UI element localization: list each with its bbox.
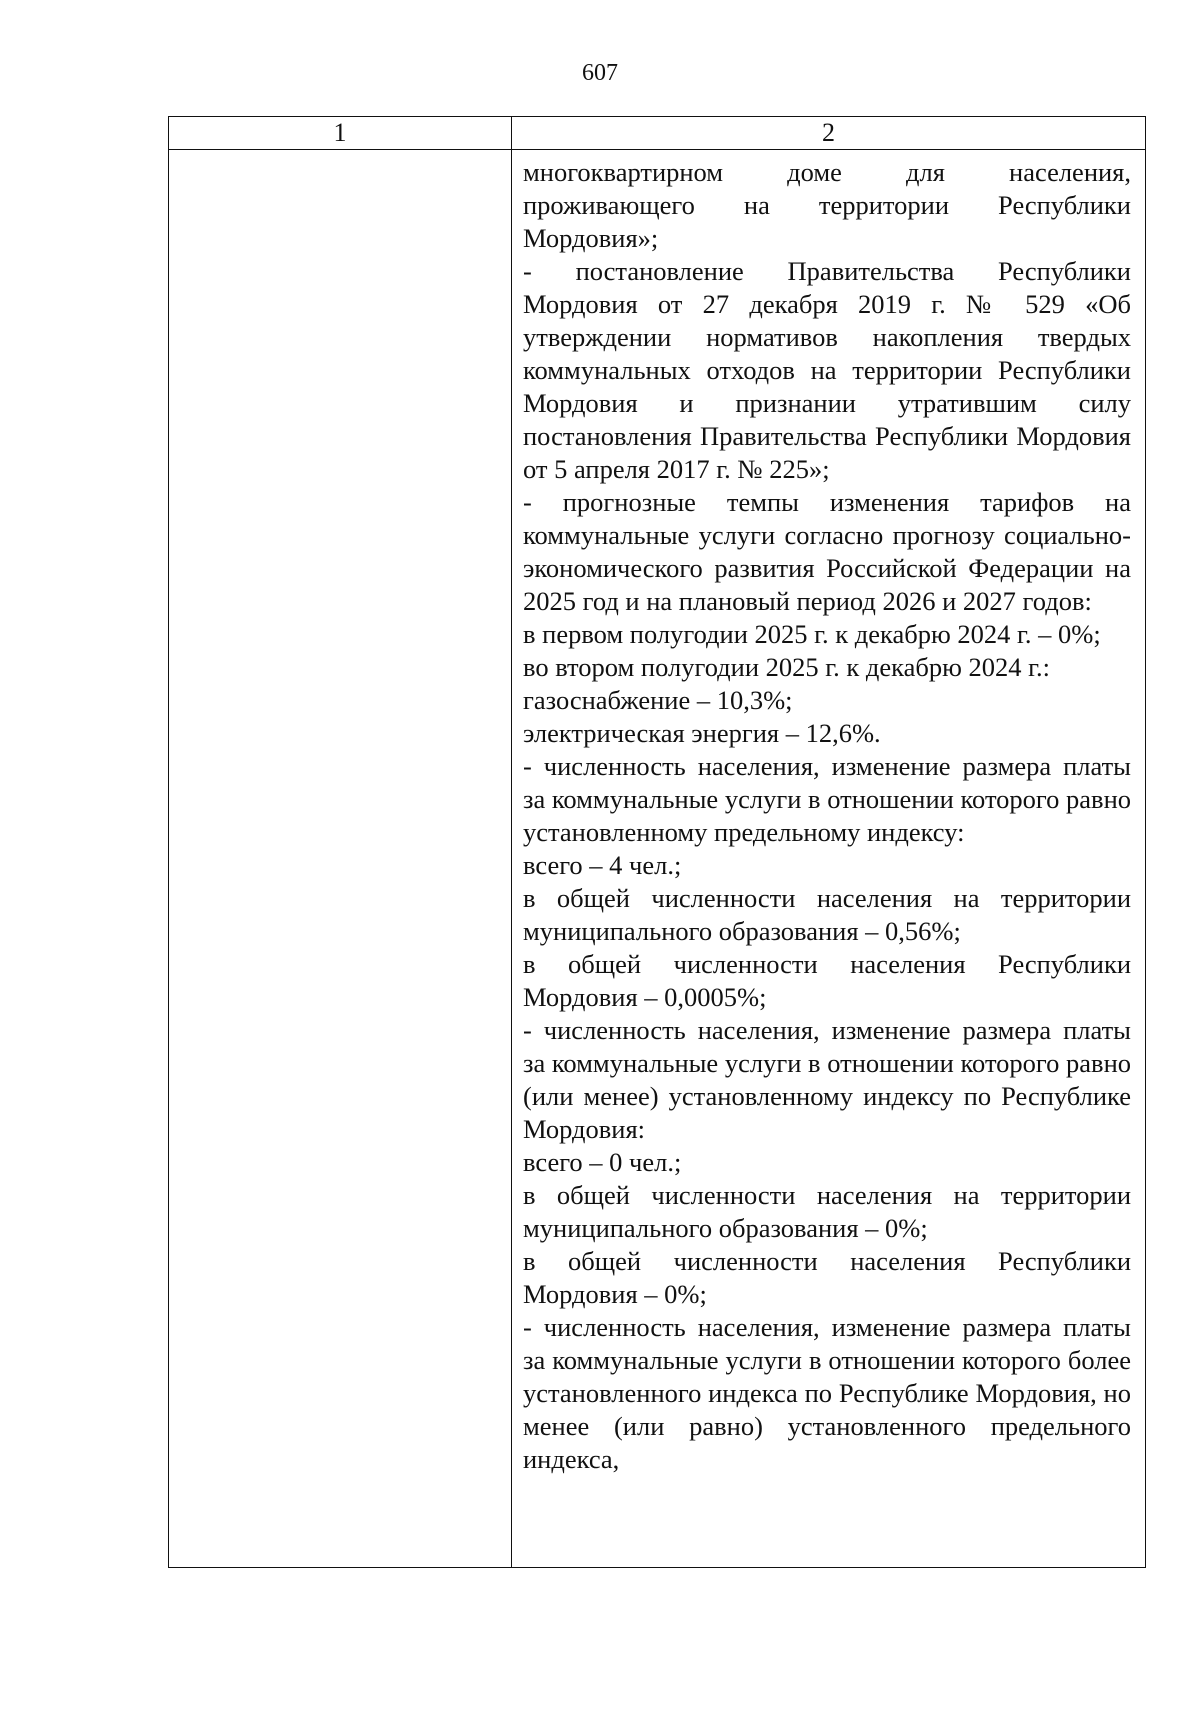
paragraph: во втором полугодии 2025 г. к декабрю 2024 г.: — [523, 652, 1051, 682]
paragraph: в общей численности населения Республики Мордовия – 0%; — [523, 1246, 1131, 1309]
column-header-1: 1 — [169, 117, 512, 150]
paragraph: - численность населения, изменение размера платы за коммунальные услуги в отношении которого более установленного индекса по Республике Мордовия, но менее (или равно) установленного предельного индекса, — [523, 1312, 1131, 1474]
paragraph: - прогнозные темпы изменения тарифов на коммунальные услуги согласно прогнозу социально-экономического развития Российской Федерации на 2025 год и на плановый период 2026 и 2027 годов: — [523, 487, 1131, 616]
paragraph: в общей численности населения на территории муниципального образования – 0%; — [523, 1180, 1131, 1243]
paragraph: всего – 4 чел.; — [523, 850, 682, 880]
paragraph: электрическая энергия – 12,6%. — [523, 718, 881, 748]
table-header-row — [169, 117, 1146, 150]
paragraph: многоквартирном доме для населения, проживающего на территории Республики Мордовия»; — [523, 157, 1131, 253]
paragraph: всего – 0 чел.; — [523, 1147, 682, 1177]
paragraph: в общей численности населения на территории муниципального образования – 0,56%; — [523, 883, 1131, 946]
page-number: 607 — [582, 60, 618, 86]
column-1-cell — [169, 150, 512, 1568]
column-2-cell — [512, 150, 1146, 1568]
paragraph: - постановление Правительства Республики Мордовия от 27 декабря 2019 г. № 529 «Об утверждении нормативов накопления твердых коммунальных отходов на территории Республики Мордовия и признании утратившим силу постановления Правительства Республики Мордовия от 5 апреля 2017 г. № 225»; — [523, 256, 1131, 484]
paragraph: - численность населения, изменение размера платы за коммунальные услуги в отношении которого равно (или менее) установленному индексу по Республике Мордовия: — [523, 1015, 1131, 1144]
paragraph: в общей численности населения Республики Мордовия – 0,0005%; — [523, 949, 1131, 1012]
table-body-row — [169, 150, 1146, 1568]
paragraph: - численность населения, изменение размера платы за коммунальные услуги в отношении которого равно установленному предельному индексу: — [523, 751, 1131, 847]
paragraph: в первом полугодии 2025 г. к декабрю 2024 г. – 0%; — [523, 619, 1101, 649]
document-table — [168, 116, 1146, 1568]
paragraph: газоснабжение – 10,3%; — [523, 685, 793, 715]
column-header-2: 2 — [512, 117, 1146, 150]
